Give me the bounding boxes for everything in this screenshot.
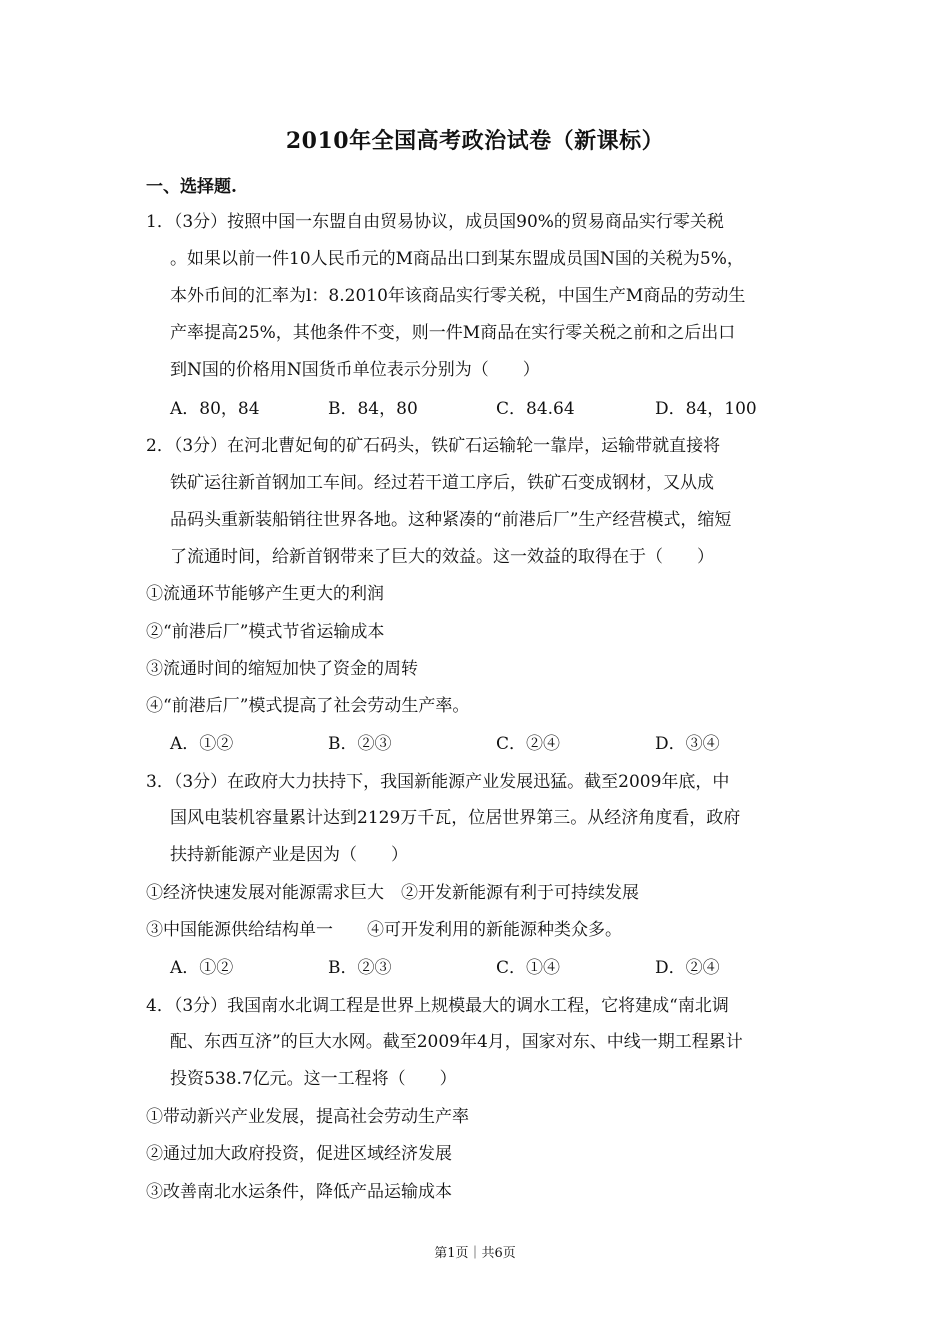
- q2-statement-3: ③流通时间的缩短加快了资金的周转: [146, 659, 418, 679]
- q3-line-2: 国风电装机容量累计达到2129万千瓦，位居世界第三。从经济角度看，政府: [170, 808, 741, 828]
- q2-statement-1: ①流通环节能够产生更大的利润: [146, 584, 384, 604]
- q1-option-d[interactable]: D．84，100: [655, 399, 757, 419]
- q1-option-c[interactable]: C．84.64: [496, 399, 575, 419]
- q3-statement-1: ①经济快速发展对能源需求巨大 ②开发新能源有利于可持续发展: [146, 883, 639, 903]
- q2-line-2: 铁矿运往新首钢加工车间。经过若干道工序后，铁矿石变成钢材，又从成: [170, 473, 714, 493]
- q3-line-3: 扶持新能源产业是因为（ ）: [170, 845, 408, 865]
- q2-statement-4: ④“前港后厂”模式提高了社会劳动生产率。: [146, 696, 470, 716]
- q1-option-b[interactable]: B．84，80: [328, 399, 418, 419]
- q2-line-4: 了流通时间，给新首钢带来了巨大的效益。这一效益的取得在于（ ）: [170, 547, 714, 567]
- q3-option-c[interactable]: C．①④: [496, 958, 561, 978]
- q1-line-4: 产率提高25%，其他条件不变，则一件M商品在实行零关税之前和之后出口: [170, 323, 736, 343]
- q3-option-b[interactable]: B．②③: [328, 958, 392, 978]
- q3-statement-2: ③中国能源供给结构单一 ④可开发利用的新能源种类众多。: [146, 920, 622, 940]
- q1-option-a[interactable]: A．80，84: [170, 399, 260, 419]
- q2-option-d[interactable]: D．③④: [655, 734, 720, 754]
- q3-option-a[interactable]: A．①②: [170, 958, 234, 978]
- q4-statement-1: ①带动新兴产业发展，提高社会劳动生产率: [146, 1107, 469, 1127]
- q3-option-d[interactable]: D．②④: [655, 958, 720, 978]
- q1-line-1: 1．（3分）按照中国一东盟自由贸易协议，成员国90%的贸易商品实行零关税: [146, 212, 724, 232]
- q3-line-1: 3．（3分）在政府大力扶持下，我国新能源产业发展迅猛。截至2009年底，中: [146, 772, 730, 792]
- page-footer: 第1页｜共6页: [434, 1246, 516, 1261]
- q2-option-a[interactable]: A．①②: [170, 734, 234, 754]
- section-heading: 一、选择题.: [146, 177, 237, 197]
- q1-line-2: 。如果以前一件10人民币元的M商品出口到某东盟成员国N国的关税为5%，: [170, 249, 744, 269]
- q2-option-b[interactable]: B．②③: [328, 734, 392, 754]
- q4-line-3: 投资538.7亿元。这一工程将（ ）: [170, 1069, 457, 1089]
- q4-statement-3: ③改善南北水运条件，降低产品运输成本: [146, 1182, 452, 1202]
- page-title: 2010年全国高考政治试卷（新课标）: [285, 128, 665, 154]
- q4-line-1: 4．（3分）我国南水北调工程是世界上规模最大的调水工程，它将建成“南北调: [146, 996, 729, 1016]
- q1-line-5: 到N国的价格用N国货币单位表示分别为（ ）: [170, 360, 540, 380]
- q4-line-2: 配、东西互济”的巨大水网。截至2009年4月，国家对东、中线一期工程累计: [170, 1032, 743, 1052]
- q2-line-3: 品码头重新装船销往世界各地。这种紧凑的“前港后厂”生产经营模式，缩短: [170, 510, 732, 530]
- q1-line-3: 本外币间的汇率为l：8.2010年该商品实行零关税，中国生产M商品的劳动生: [170, 286, 746, 306]
- q2-statement-2: ②“前港后厂”模式节省运输成本: [146, 622, 385, 642]
- q4-statement-2: ②通过加大政府投资，促进区域经济发展: [146, 1144, 452, 1164]
- q2-option-c[interactable]: C．②④: [496, 734, 561, 754]
- q2-line-1: 2．（3分）在河北曹妃甸的矿石码头，铁矿石运输轮一靠岸，运输带就直接将: [146, 436, 721, 456]
